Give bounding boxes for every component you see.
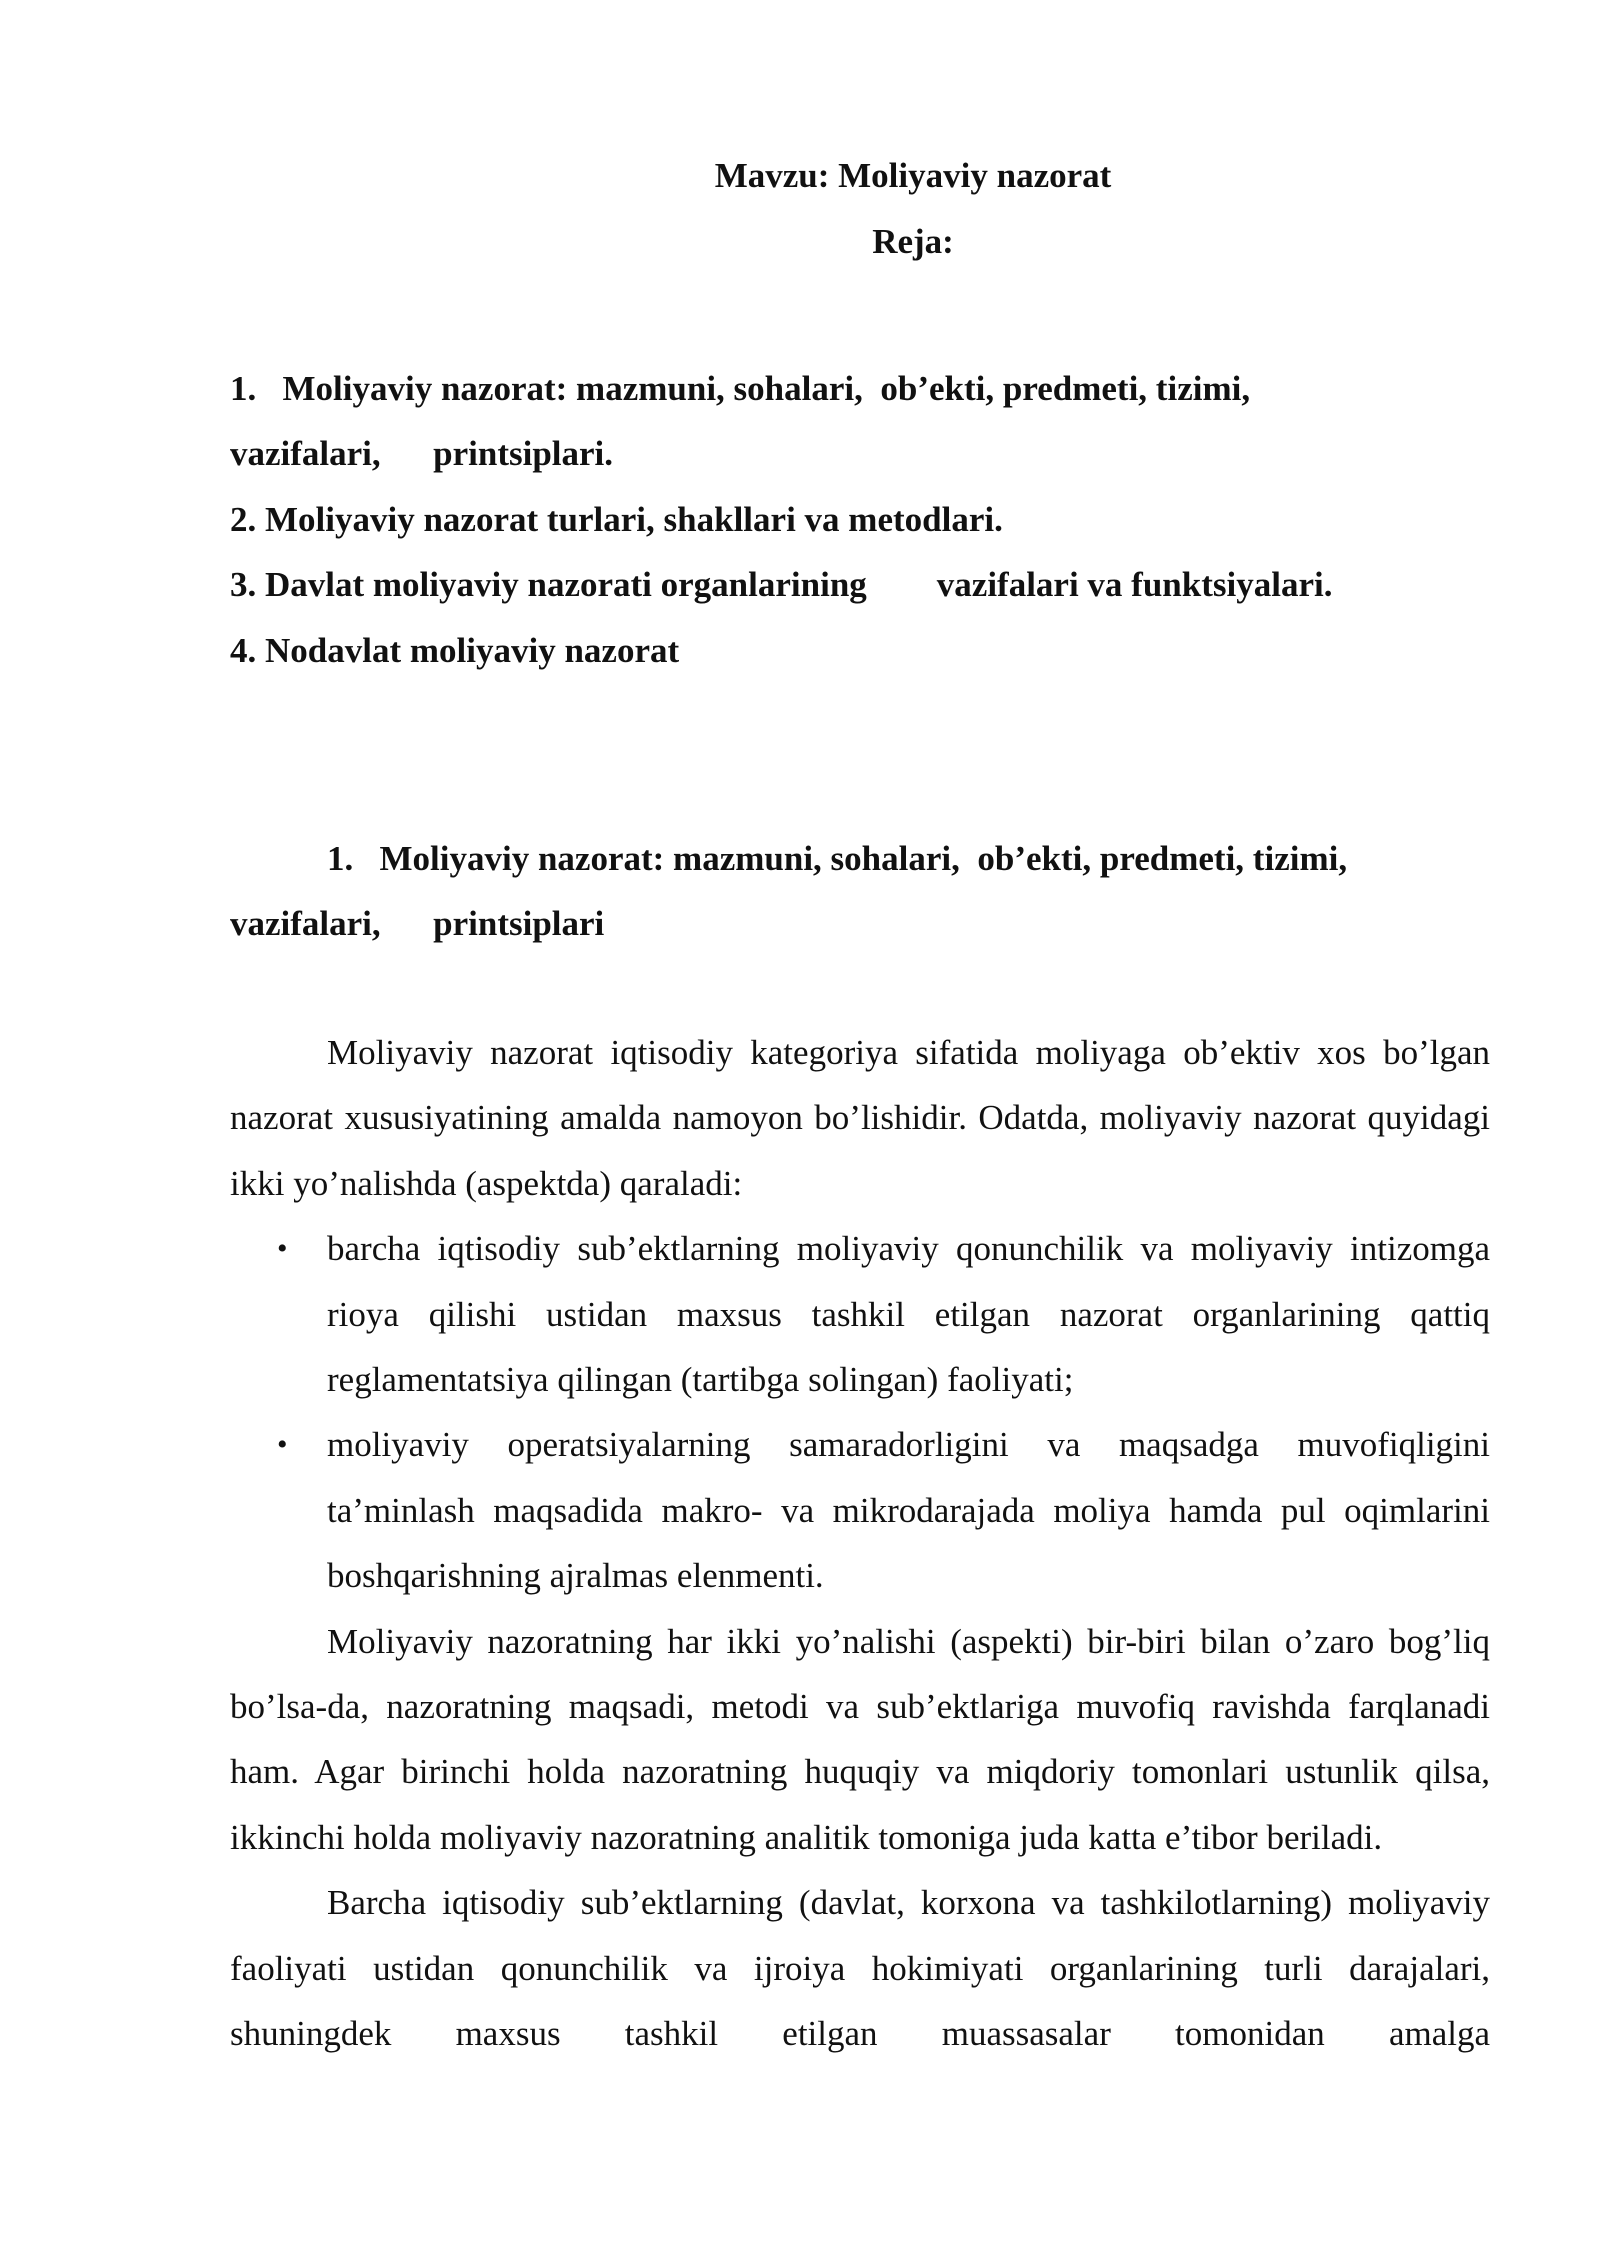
plan-item-3: 3. Davlat moliyaviy nazorati organlarining vazifalari va funktsiyalari. (230, 565, 1333, 605)
plan-item-2: 2. Moliyaviy nazorat turlari, shakllari va metodlari. (230, 499, 1003, 539)
plan-item-4: 4. Nodavlat moliyaviy nazorat (230, 630, 680, 670)
section-heading (230, 826, 1490, 957)
plan-list (230, 356, 1490, 683)
bullet-item-1 (230, 1216, 1490, 1412)
bullet-icon: • (277, 1428, 288, 1462)
bullet-item-2 (230, 1412, 1490, 1608)
section-heading-line-1: 1. Moliyaviy nazorat: mazmuni, sohalari, ob’ekti, predmeti, tizimi, (327, 839, 1348, 878)
bullet-list (230, 1216, 1490, 1608)
bullet-item-1-text: barcha iqtisodiy sub’ektlarning moliyaviy qonunchilik va moliyaviy intizomga rioya qilishi ustidan maxsus tashkil etilgan nazorat organlarining qattiq reglamentatsiya qilingan (tartibga solingan) faoliyati; (327, 1229, 1490, 1400)
plan-item-1: 1. Moliyaviy nazorat: mazmuni, sohalari, ob’ekti, predmeti, tizimi, (230, 369, 1251, 408)
paragraph-3: Barcha iqtisodiy sub’ektlarning (davlat, korxona va tashkilotlarning) moliyaviy faoliyati ustidan qonunchilik va ijroiya hokimiyati organlarining turli darajalari, shuningdek maxsus tashkil etilgan muassasalar tomonidan amalga (230, 1883, 1490, 2054)
plan-label: Reja: (872, 222, 954, 261)
page-title: Mavzu: Moliyaviy nazorat (714, 156, 1112, 195)
paragraph-1: Moliyaviy nazorat iqtisodiy kategoriya sifatida moliyaga ob’ektiv xos bo’lgan nazorat xususiyatining amalda namoyon bo’lishidir. Odatda, moliyaviy nazorat quyidagi ikki yo’nalishda (aspektda) qaraladi: (230, 1033, 1490, 1203)
paragraph-2: Moliyaviy nazoratning har ikki yo’nalishi (aspekti) bir-biri bilan o’zaro bog’liq bo’lsa-da, nazoratning maqsadi, metodi va sub’ektlariga muvofiq ravishda farqlanadi ham. Agar birinchi holda nazoratning huquqiy va miqdoriy tomonlari ustunlik qilsa, ikkinchi holda moliyaviy nazoratning analitik tomoniga juda katta e’tibor beriladi. (230, 1621, 1490, 1857)
section-heading-line-2: vazifalari, printsiplari (230, 904, 605, 944)
bullet-item-2-text: moliyaviy operatsiyalarning samaradorligini va maqsadga muvofiqligini ta’minlash maqsadida makro- va mikrodarajada moliya hamda pul oqimlarini boshqarishning ajralmas elenmenti. (327, 1425, 1490, 1596)
body-text (230, 1020, 1490, 2067)
plan-item-1-continued: vazifalari, printsiplari. (230, 434, 614, 474)
bullet-icon: • (277, 1232, 288, 1266)
